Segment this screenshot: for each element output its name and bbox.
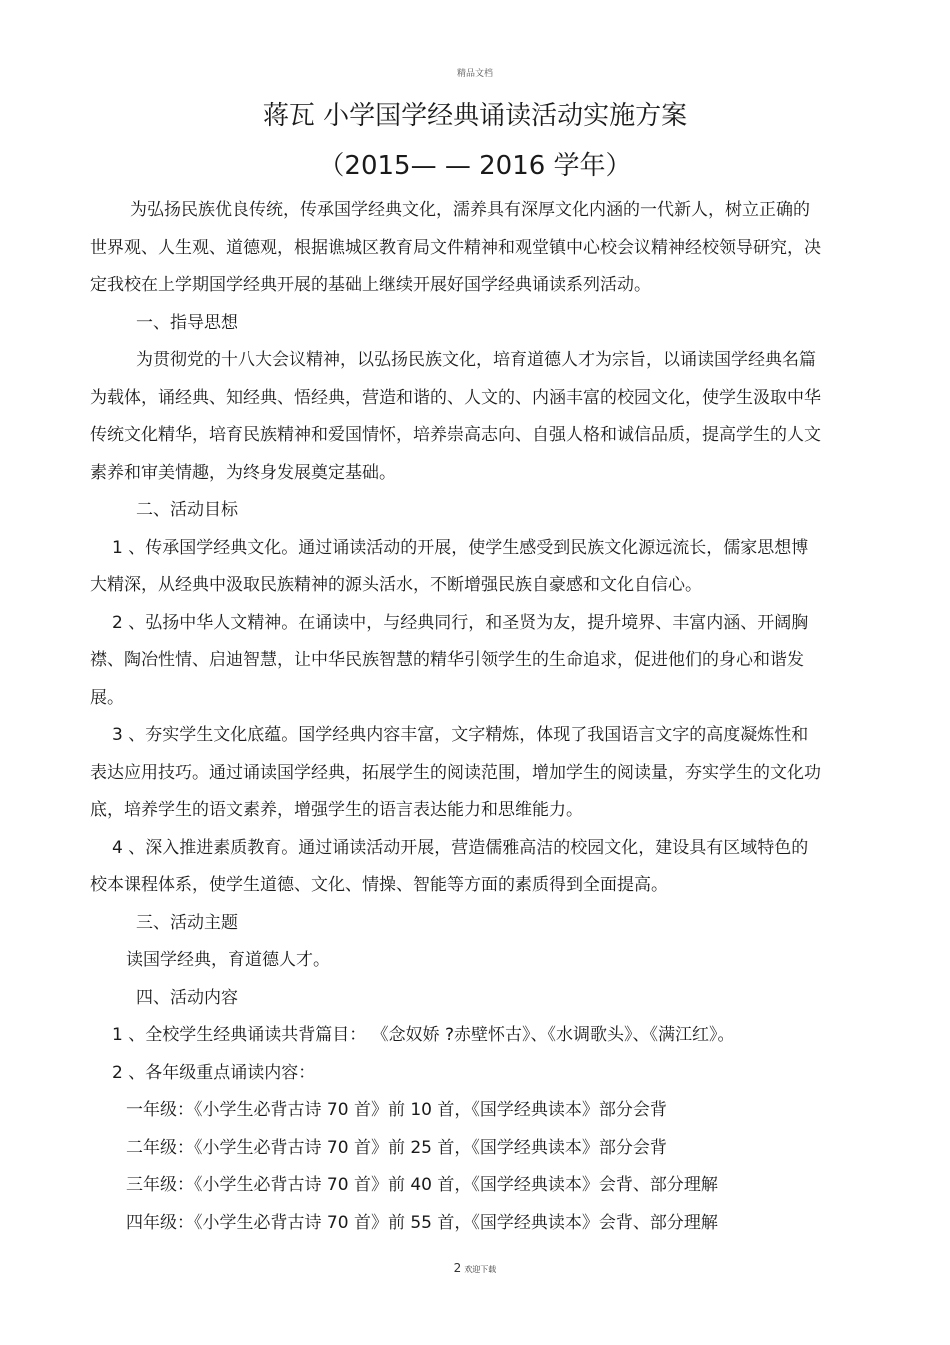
document-title: 蒋瓦 小学国学经典诵读活动实施方案 [262, 101, 688, 131]
grade-reading-line: 一年级：《小学生必背古诗 70 首》前 10 首，《国学经典读本》部分会背 [126, 1100, 667, 1120]
document-body [90, 192, 825, 1242]
grade-reading-line: 四年级：《小学生必背古诗 70 首》前 55 首，《国学经典读本》会背、部分理解 [126, 1212, 718, 1233]
intro-paragraph: 为弘扬民族优良传统，传承国学经典文化，濡养具有深厚文化内涵的一代新人，树立正确的世界观、人生观、道德观，根据谯城区教育局文件精神和观堂镇中心校会议精神经校领导研究，决定我校在上学期国学经典开展的基础上继续开展好国学经典诵读系列活动。 [90, 200, 821, 295]
section-heading-guiding-thought: 一、指导思想 [136, 312, 238, 333]
theme-text: 读国学经典，育道德人才。 [126, 950, 330, 970]
document-subtitle: （2015— — 2016 学年） [318, 151, 632, 181]
goal-item: 2 、弘扬中华人文精神。在诵读中，与经典同行，和圣贤为友，提升境界、丰富内涵、开阔胸襟、陶冶性情、启迪智慧，让中华民族智慧的精华引领学生的生命追求，促进他们的身心和谐发展。 [90, 612, 809, 708]
section-heading-content: 四、活动内容 [136, 987, 238, 1008]
grade-reading-line: 二年级：《小学生必背古诗 70 首》前 25 首，《国学经典读本》部分会背 [126, 1137, 667, 1158]
goal-item: 4 、深入推进素质教育。通过诵读活动开展，营造儒雅高洁的校园文化，建设具有区域特色的校本课程体系，使学生道德、文化、情操、智能等方面的素质得到全面提高。 [90, 837, 809, 895]
grade-reading-line: 三年级：《小学生必背古诗 70 首》前 40 首，《国学经典读本》会背、部分理解 [126, 1175, 718, 1195]
content-item: 2 、各年级重点诵读内容： [112, 1062, 316, 1083]
guiding-thought-paragraph: 为贯彻党的十八大会议精神，以弘扬民族文化，培育道德人才为宗旨，以诵读国学经典名篇为载体，诵经典、知经典、悟经典，营造和谐的、人文的、内涵丰富的校园文化，使学生汲取中华传统文化精华，培育民族精神和爱国情怀，培养崇高志向、自强人格和诚信品质，提高学生的人文素养和审美情趣，为终身发展奠定基础。 [90, 350, 821, 483]
section-heading-theme: 三、活动主题 [136, 912, 238, 933]
header-note: 精品文档 [456, 69, 493, 79]
page-number: 2 [453, 1261, 462, 1275]
footer-label: 欢迎下载 [464, 1265, 497, 1274]
page-footer [0, 1261, 950, 1275]
section-heading-goals: 二、活动目标 [136, 500, 238, 520]
goal-item: 1 、传承国学经典文化。通过诵读活动的开展，使学生感受到民族文化源远流长，儒家思想博大精深，从经典中汲取民族精神的源头活水，不断增强民族自豪感和文化自信心。 [90, 537, 809, 595]
goal-item: 3 、夯实学生文化底蕴。国学经典内容丰富，文字精炼，体现了我国语言文字的高度凝炼性和表达应用技巧。通过诵读国学经典，拓展学生的阅读范围，增加学生的阅读量，夯实学生的文化功底，培养学生的语文素养，增强学生的语言表达能力和思维能力。 [90, 725, 821, 820]
content-item: 1 、全校学生经典诵读共背篇目： 《念奴娇 ?赤壁怀古》、《水调歌头》、《满江红》。 [112, 1025, 735, 1045]
